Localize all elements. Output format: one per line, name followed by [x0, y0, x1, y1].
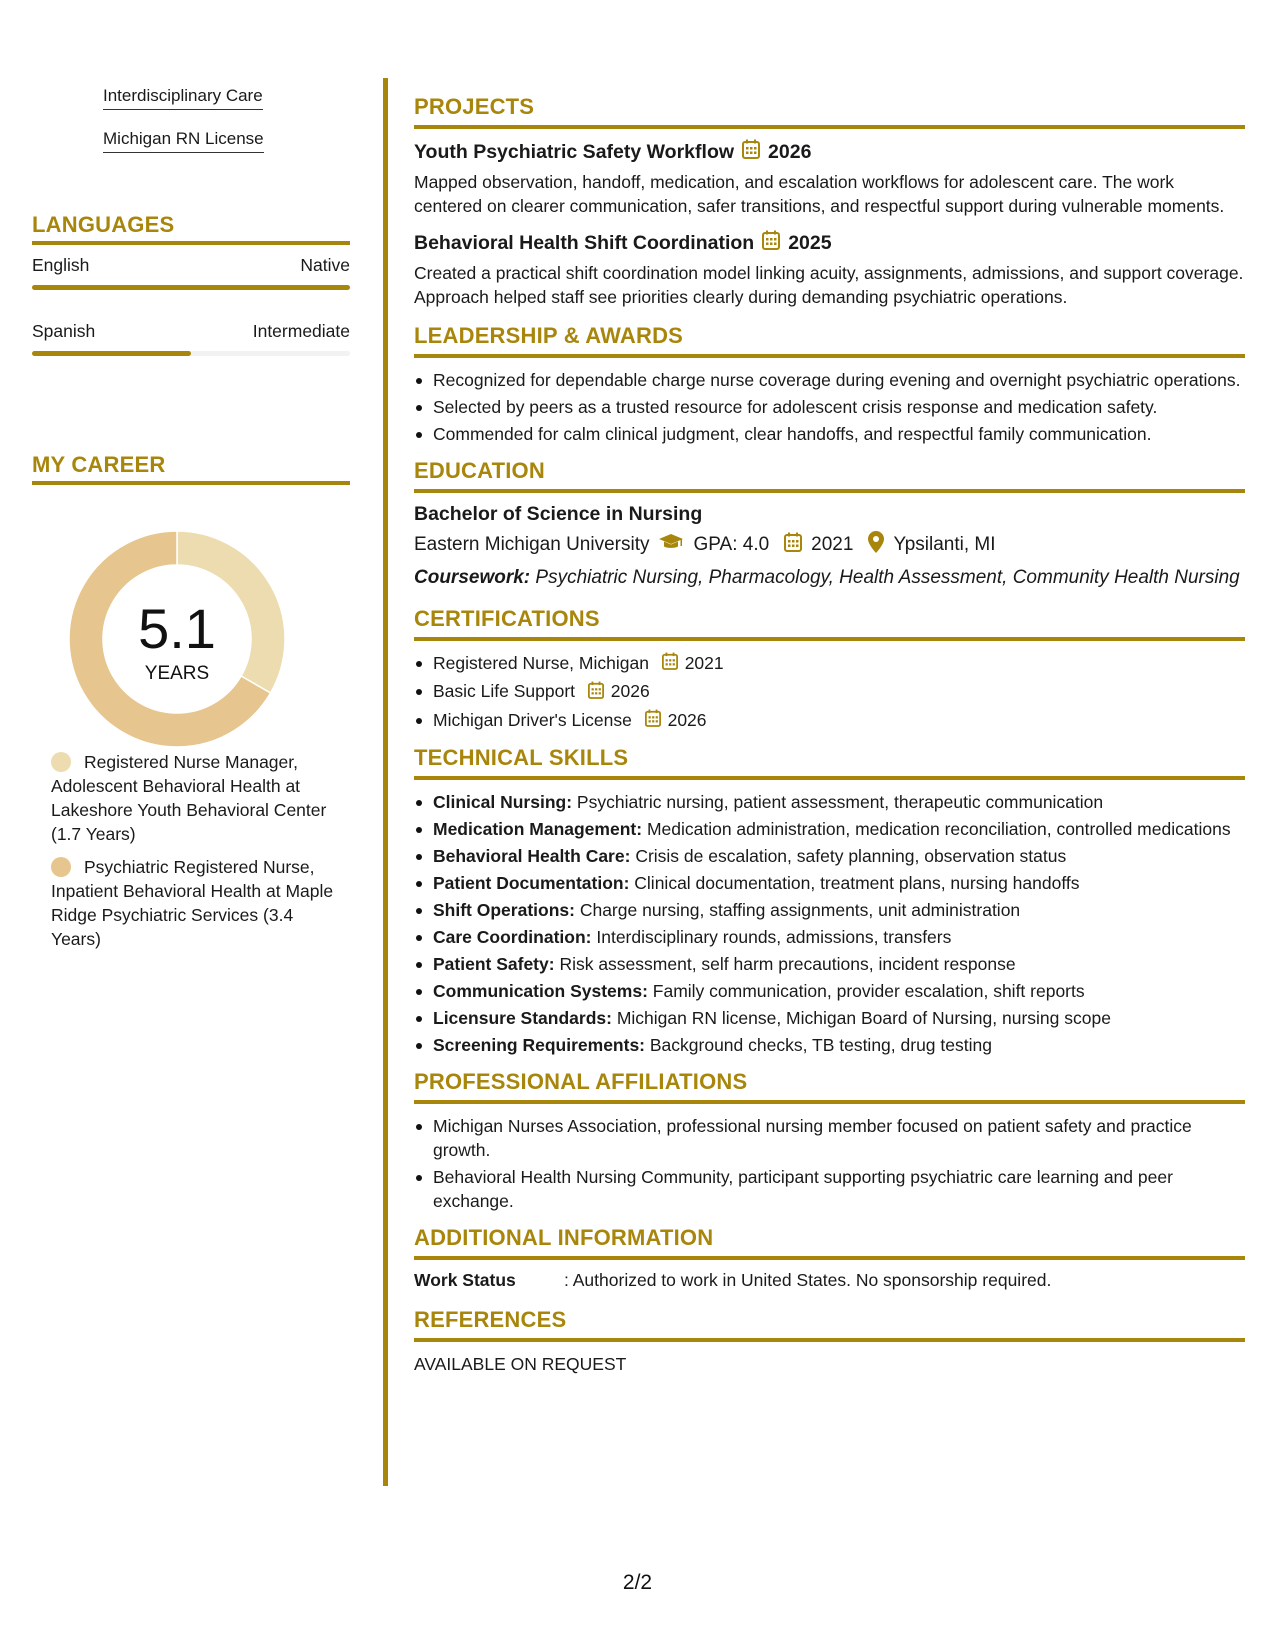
graduation-year: 2021 [811, 534, 854, 555]
skill-details: Charge nursing, staffing assignments, unit administration [579, 900, 1021, 921]
project-year: 2025 [788, 231, 832, 254]
legend-dot [51, 752, 71, 772]
calendar-icon [784, 532, 802, 558]
location-pin-icon [868, 531, 884, 559]
career-legend-item [51, 855, 341, 951]
skill-details: Background checks, TB testing, drug testing [649, 1035, 992, 1056]
career-donut-chart [66, 528, 288, 750]
education-heading: EDUCATION [414, 458, 545, 483]
section-divider [414, 776, 1245, 780]
affiliations-heading: PROFESSIONAL AFFILIATIONS [414, 1069, 748, 1095]
section-divider [414, 1256, 1245, 1260]
skill-details: Interdisciplinary rounds, admissions, transfers [596, 927, 952, 948]
affiliations-list [414, 1114, 1245, 1213]
certification-name: Michigan Driver's License [433, 709, 632, 730]
project-description: Created a practical shift coordination model linking acuity, assignments, admissions, and support coverage. Approach helped staff see priorities clearly during demanding psychiatric operations. [414, 263, 1244, 307]
main-content [414, 94, 1245, 1376]
section-divider [414, 354, 1245, 358]
references-heading: REFERENCES [414, 1307, 567, 1333]
career-heading: MY CAREER [32, 452, 166, 477]
references-text: AVAILABLE ON REQUEST [414, 1354, 627, 1375]
proficiency-fill [32, 285, 350, 290]
skill-category: Shift Operations: [433, 900, 575, 921]
language-level: Intermediate [252, 321, 350, 341]
proficiency-fill [32, 351, 191, 356]
coursework [414, 565, 1245, 590]
calendar-icon [762, 230, 780, 256]
certification-name: Basic Life Support [433, 681, 576, 702]
technical-skills-heading: TECHNICAL SKILLS [414, 745, 629, 771]
education-section [414, 458, 1245, 590]
school-name: Eastern Michigan University [414, 534, 650, 555]
skill-item [414, 979, 1245, 1003]
skill-category: Behavioral Health Care: [433, 846, 631, 867]
certification-name: Registered Nurse, Michigan [433, 653, 649, 673]
project-year: 2026 [768, 140, 812, 163]
career-legend-label: Psychiatric Registered Nurse, Inpatient Behavioral Health at Maple Ridge Psychiatric Services (3.4 Years) [51, 857, 334, 949]
language-row [32, 255, 350, 276]
leadership-list [414, 368, 1245, 446]
skill-item [414, 1033, 1245, 1057]
certification-item [414, 708, 1245, 733]
section-divider [414, 637, 1245, 641]
certification-item [414, 651, 1245, 676]
certifications-list [414, 651, 1245, 733]
career-legend-item [51, 750, 341, 846]
calendar-icon [645, 709, 661, 733]
additional-info-section [414, 1225, 1245, 1291]
degree-title: Bachelor of Science in Nursing [414, 503, 703, 525]
skill-details: Crisis de escalation, safety planning, observation status [635, 846, 1067, 867]
language-name: English [32, 255, 90, 275]
skill-item [414, 1006, 1245, 1030]
skill-details: Family communication, provider escalation, shift reports [652, 981, 1085, 1002]
project-name: Youth Psychiatric Safety Workflow [414, 140, 735, 163]
section-divider [414, 1338, 1245, 1342]
references-section [414, 1307, 1245, 1376]
skill-category: Medication Management: [433, 819, 643, 840]
certifications-section [414, 606, 1245, 733]
page-number: 2/2 [622, 1571, 653, 1594]
languages-heading: LANGUAGES [32, 212, 175, 237]
graduation-cap-icon [658, 533, 684, 557]
skill-category: Patient Documentation: [433, 873, 630, 894]
technical-skills-list [414, 790, 1245, 1057]
leadership-section [414, 323, 1245, 446]
list-item: Selected by peers as a trusted resource for adolescent crisis response and medication safety. [414, 395, 1245, 419]
skill-details: Medication administration, medication reconciliation, controlled medications [646, 819, 1231, 840]
section-divider [32, 241, 350, 245]
education-details [414, 531, 1245, 559]
language-row [32, 321, 350, 342]
skill-item [414, 952, 1245, 976]
skill-details: Risk assessment, self harm precautions, incident response [559, 954, 1016, 975]
skill-item [414, 817, 1245, 841]
work-status-row [414, 1270, 1245, 1291]
skill-item [414, 844, 1245, 868]
list-item: Michigan Nurses Association, professional nursing member focused on patient safety and practice growth. [414, 1114, 1245, 1162]
skill-category: Patient Safety: [433, 954, 555, 975]
total-years-value: 5.1 [138, 597, 216, 660]
project-title [414, 230, 1245, 256]
technical-skills-section [414, 745, 1245, 1057]
section-divider [32, 481, 350, 485]
certifications-heading: CERTIFICATIONS [414, 606, 600, 631]
skill-details: Psychiatric nursing, patient assessment, therapeutic communication [576, 792, 1104, 813]
coursework-label: Coursework: [414, 567, 531, 588]
column-divider [383, 78, 388, 1486]
skill-details: Clinical documentation, treatment plans, nursing handoffs [634, 873, 1080, 894]
projects-section [414, 94, 1245, 309]
skill-category: Licensure Standards: [433, 1008, 612, 1029]
skill-details: Michigan RN license, Michigan Board of Nursing, nursing scope [616, 1008, 1111, 1029]
certification-year: 2021 [684, 653, 724, 673]
skill-category: Screening Requirements: [433, 1035, 645, 1056]
list-item: Recognized for dependable charge nurse coverage during evening and overnight psychiatric operations. [414, 368, 1245, 392]
skill-item [414, 898, 1245, 922]
leadership-heading: LEADERSHIP & AWARDS [414, 323, 684, 348]
calendar-icon [662, 652, 678, 676]
language-name: Spanish [32, 321, 96, 341]
legend-dot [51, 857, 71, 877]
skill-tag: Interdisciplinary Care [103, 86, 263, 110]
total-years-unit: YEARS [144, 663, 210, 684]
skill-category: Care Coordination: [433, 927, 592, 948]
gpa: GPA: 4.0 [693, 534, 770, 555]
language-level: Native [300, 255, 350, 275]
school-location: Ypsilanti, MI [893, 534, 996, 555]
skill-item [414, 925, 1245, 949]
skill-item [414, 790, 1245, 814]
calendar-icon [742, 139, 760, 165]
list-item: Behavioral Health Nursing Community, participant supporting psychiatric care learning and peer exchange. [414, 1165, 1245, 1213]
work-status-label: Work Status [414, 1270, 516, 1291]
section-divider [414, 1100, 1245, 1104]
coursework-list: Psychiatric Nursing, Pharmacology, Health Assessment, Community Health Nursing [535, 567, 1240, 588]
career-legend-label: Registered Nurse Manager, Adolescent Behavioral Health at Lakeshore Youth Behavioral Center (1.7 Years) [51, 752, 327, 844]
project-name: Behavioral Health Shift Coordination [414, 231, 755, 254]
section-divider [414, 489, 1245, 493]
skill-category: Clinical Nursing: [433, 792, 573, 813]
skill-category: Communication Systems: [433, 981, 648, 1002]
calendar-icon [588, 681, 604, 705]
language-proficiency-bar [32, 351, 350, 356]
projects-heading: PROJECTS [414, 94, 535, 119]
list-item: Commended for calm clinical judgment, clear handoffs, and respectful family communication. [414, 422, 1245, 446]
language-proficiency-bar [32, 285, 350, 290]
affiliations-section [414, 1069, 1245, 1213]
certification-year: 2026 [667, 709, 707, 730]
certification-item [414, 679, 1245, 704]
work-status-value: : Authorized to work in United States. No sponsorship required. [564, 1270, 1052, 1291]
certification-year: 2026 [610, 681, 650, 702]
section-divider [414, 125, 1245, 129]
project-title [414, 139, 1245, 165]
skill-item [414, 871, 1245, 895]
skill-tag: Michigan RN License [103, 129, 264, 153]
additional-info-heading: ADDITIONAL INFORMATION [414, 1225, 714, 1251]
project-description: Mapped observation, handoff, medication, and escalation workflows for adolescent care. The work centered on clearer communication, safer transitions, and respectful support during vulnerable moments. [414, 172, 1225, 216]
